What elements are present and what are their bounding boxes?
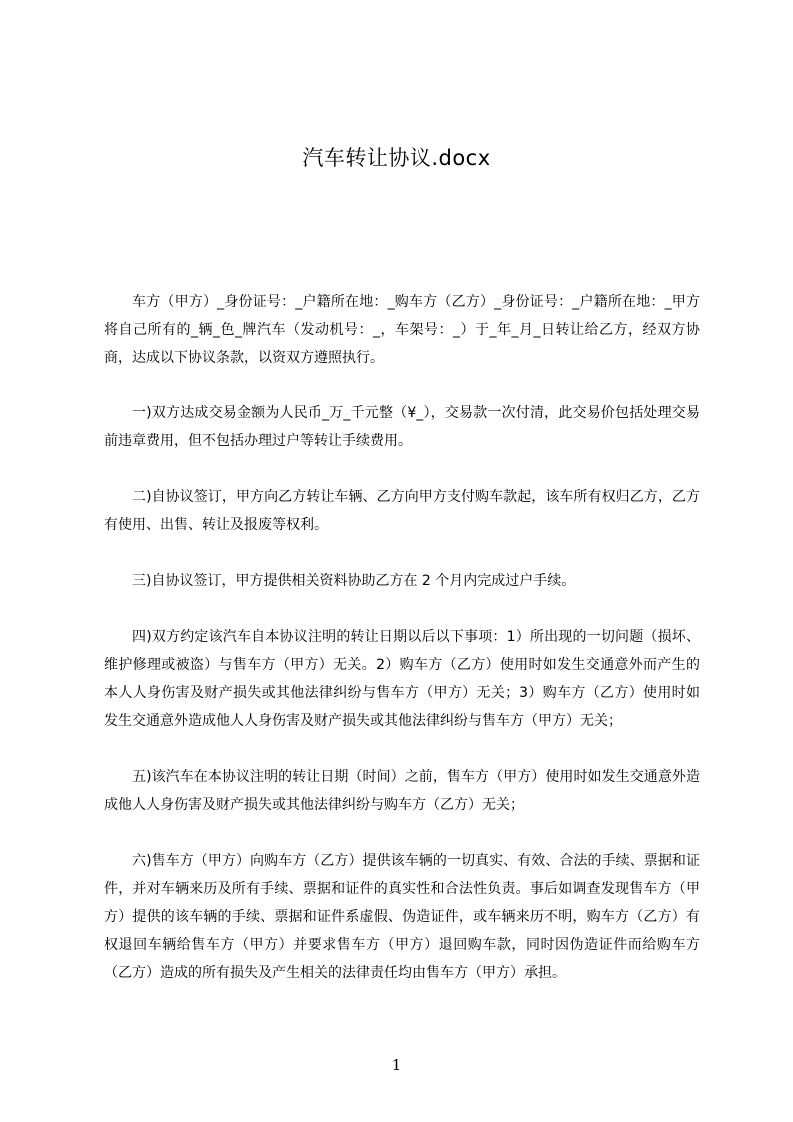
paragraph-clause-6: 六)售车方（甲方）向购车方（乙方）提供该车辆的一切真实、有效、合法的手续、票据和证件，并对车辆来历及所有手续、票据和证件的真实性和合法性负责。事后如调查发现售车方（甲方）提供的该车辆的手续、票据和证件系虚假、伪造证件，或车辆来历不明，购车方（乙方）有权退回车辆给售车方（甲方）并要求售车方（甲方）退回购车款，同时因伪造证件而给购车方（乙方）造成的所有损失及产生相关的法律责任均由售车方（甲方）承担。 <box>104 853 700 981</box>
paragraph-clause-3: 三)自协议签订，甲方提供相关资料协助乙方在 2 个月内完成过户手续。 <box>132 573 576 589</box>
page-number: 1 <box>391 1056 402 1074</box>
document-title: 汽车转让协议.docx <box>302 146 491 170</box>
document-body <box>104 288 700 1015</box>
paragraph-clause-1: 一)双方达成交易金额为人民币_万_千元整（¥_），交易款一次付清，此交易价包括处理交易前违章费用，但不包括办理过户等转让手续费用。 <box>104 405 700 449</box>
paragraph-preamble: 车方（甲方）_身份证号：_户籍所在地：_购车方（乙方）_身份证号：_户籍所在地：_甲方将自己所有的_辆_色_牌汽车（发动机号：_，车架号：_）于_年_月_日转让给乙方，经双方协商，达成以下协议条款，以资双方遵照执行。 <box>104 294 700 366</box>
paragraph-clause-4: 四)双方约定该汽车自本协议注明的转让日期以后以下事项：1）所出现的一切问题（损坏、维护修理或被盗）与售车方（甲方）无关。2）购车方（乙方）使用时如发生交通意外而产生的本人人身伤害及财产损失或其他法律纠纷与售车方（甲方）无关；3）购车方（乙方）使用时如发生交通意外造成他人人身伤害及财产损失或其他法律纠纷与售车方（甲方）无关； <box>104 629 700 729</box>
paragraph-clause-5: 五)该汽车在本协议注明的转让日期（时间）之前，售车方（甲方）使用时如发生交通意外造成他人人身伤害及财产损失或其他法律纠纷与购车方（乙方）无关； <box>104 769 700 813</box>
paragraph-clause-2: 二)自协议签订，甲方向乙方转让车辆、乙方向甲方支付购车款起，该车所有权归乙方，乙方有使用、出售、转让及报废等权利。 <box>104 489 700 533</box>
